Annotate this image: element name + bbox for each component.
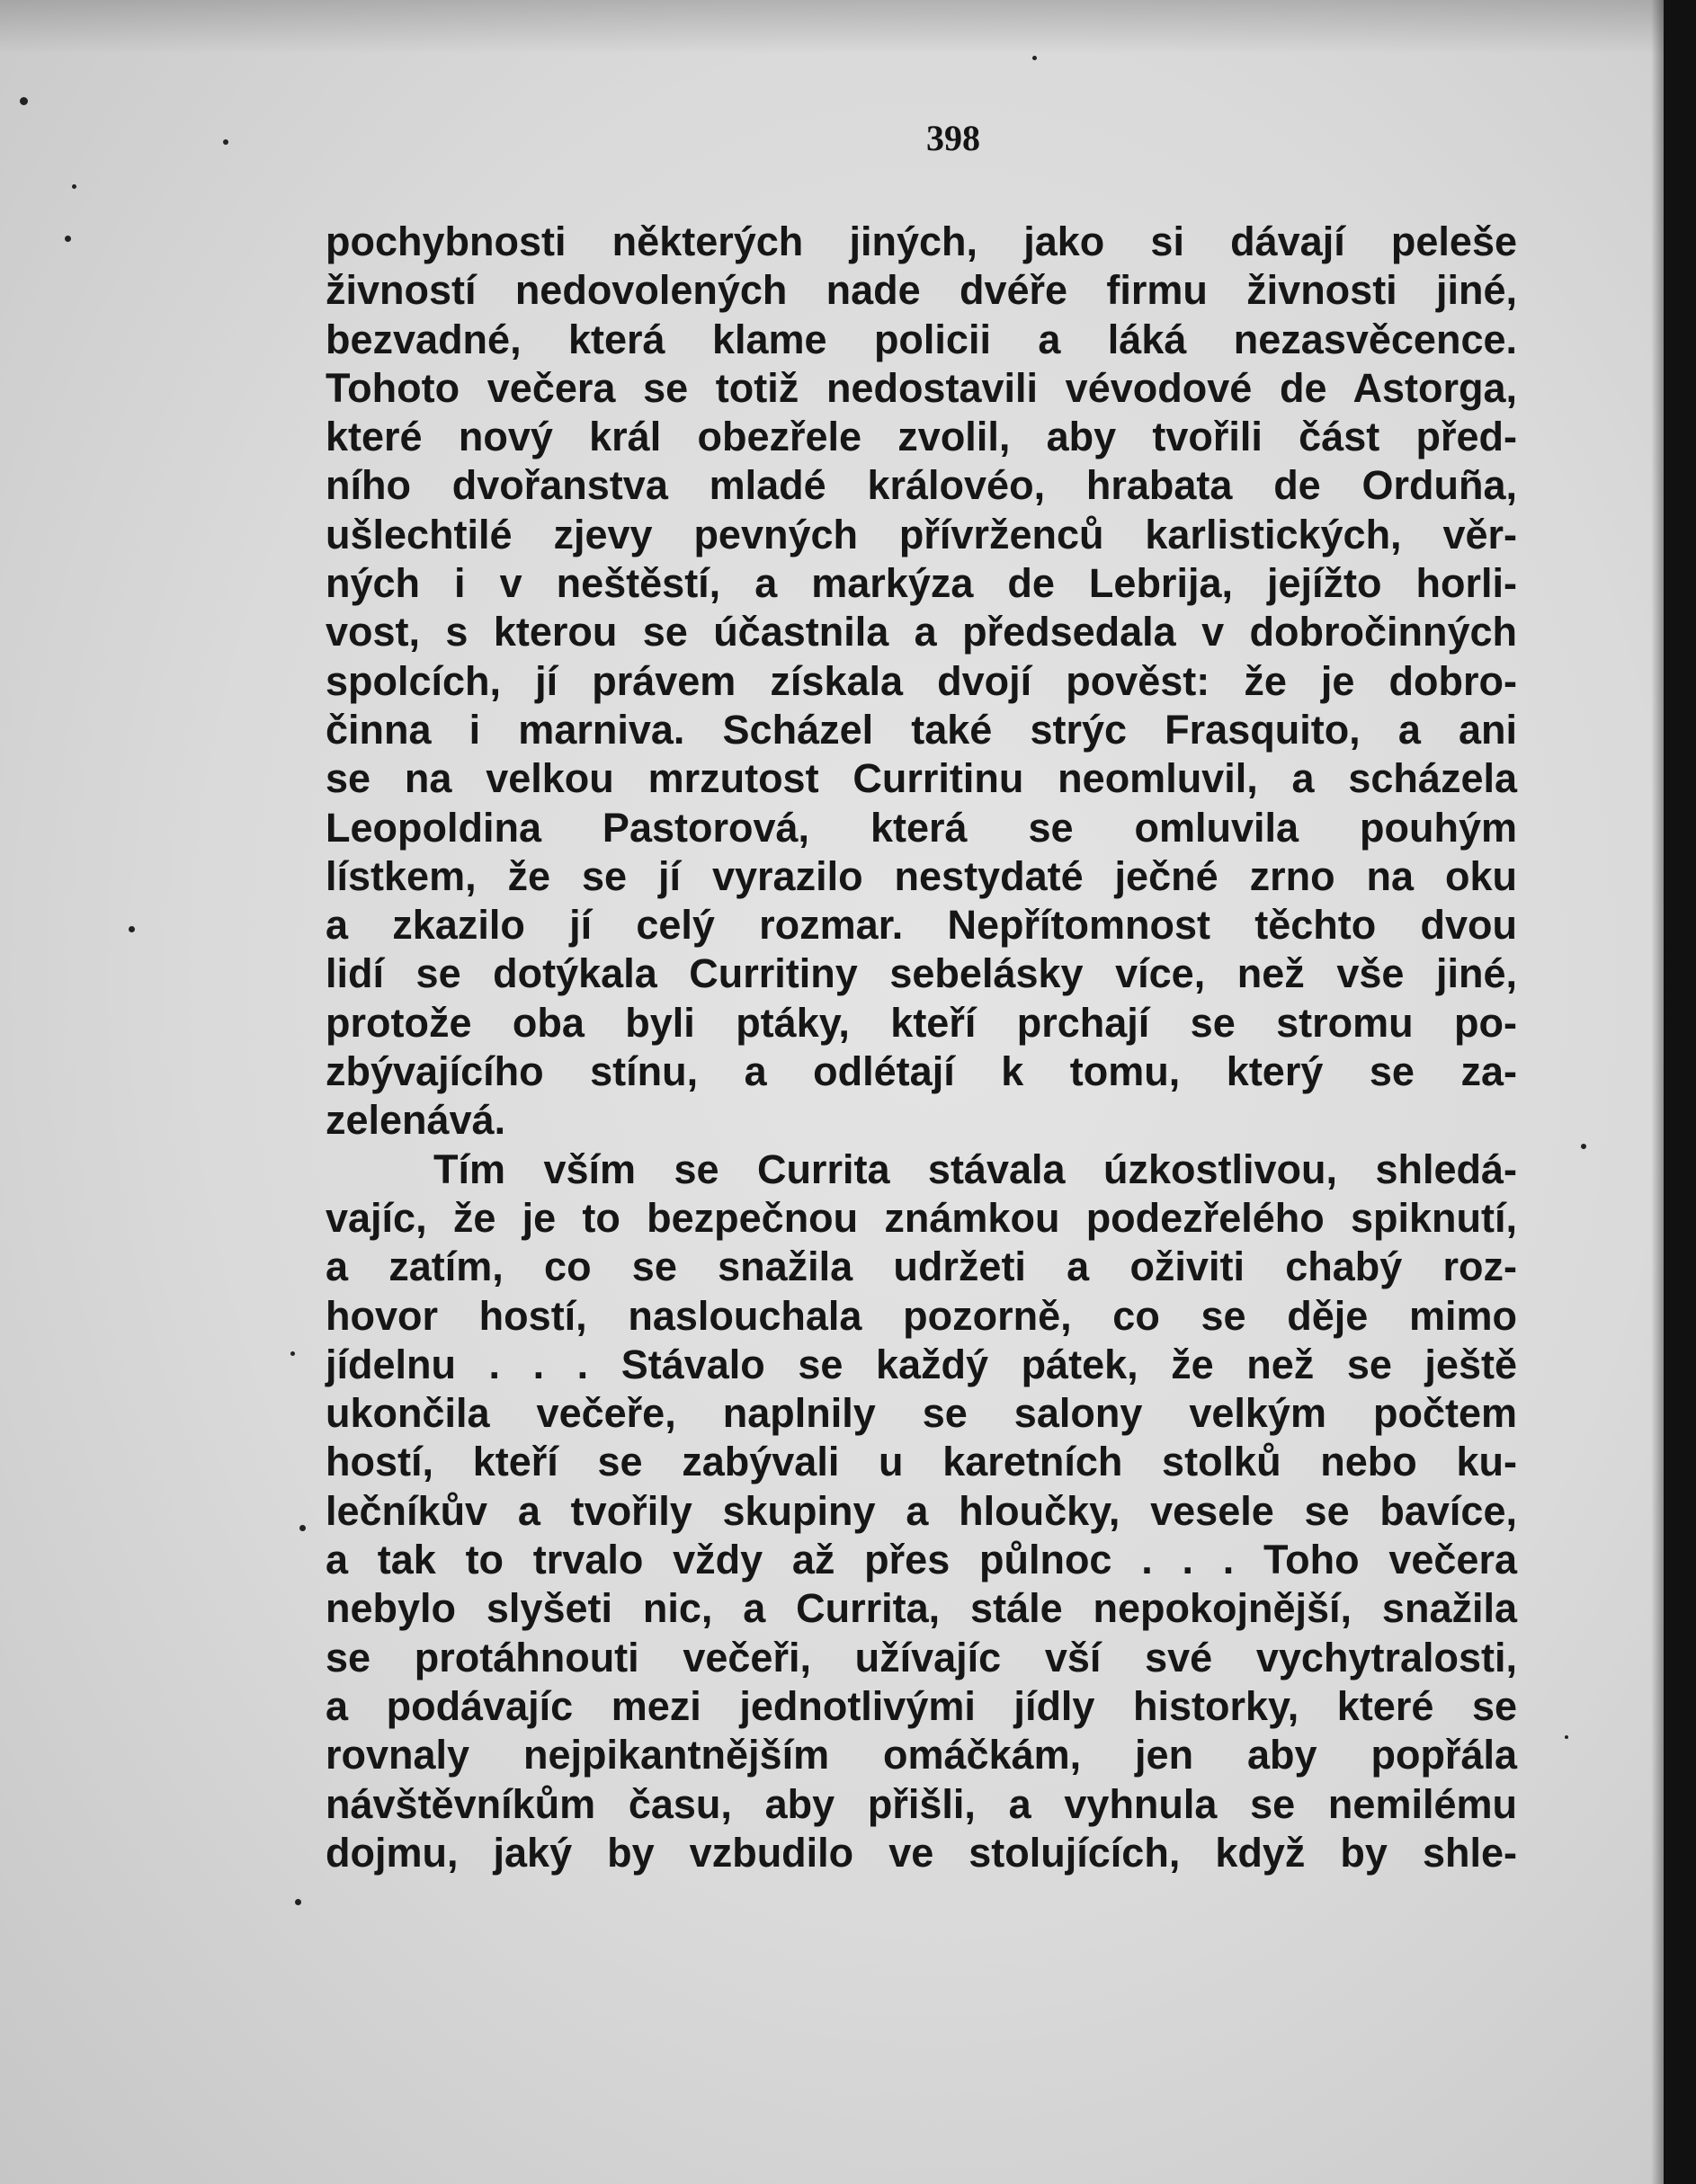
text-line: hostí, kteří se zabývali u karetních stolků nebo ku- xyxy=(326,1439,1517,1485)
dust-speck xyxy=(72,184,76,189)
text-line: a zkazilo jí celý rozmar. Nepřítomnost těchto dvou xyxy=(326,902,1517,949)
text-line: Leopoldina Pastorová, která se omluvila pouhým xyxy=(326,804,1517,851)
body-text xyxy=(326,218,1517,1877)
dust-speck xyxy=(1581,1144,1586,1149)
text-line: nebylo slyšeti nic, a Currita, stále nepokojnější, snažila xyxy=(326,1585,1517,1632)
paragraph-end-line: zelenává. xyxy=(326,1097,506,1144)
text-line: činna i marniva. Scházel také strýc Frasquito, a ani xyxy=(326,706,1517,753)
text-line: spolcích, jí právem získala dvojí pověst: že je dobro- xyxy=(326,657,1517,704)
text-line: a podávajíc mezi jednotlivými jídly historky, které se xyxy=(326,1682,1517,1729)
text-line: a tak to trvalo vždy až přes půlnoc . . . Toho večera xyxy=(326,1537,1517,1583)
text-line: pochybnosti některých jiných, jako si dávají peleše xyxy=(326,218,1517,264)
text-line: se protáhnouti večeři, užívajíc vší své vychytralosti, xyxy=(326,1634,1517,1680)
page-number: 398 xyxy=(926,118,980,158)
text-line: ušlechtilé zjevy pevných přívrženců karlistických, věr- xyxy=(326,511,1517,557)
dust-speck xyxy=(290,1351,295,1356)
text-line: hovor hostí, naslouchala pozorně, co se děje mimo xyxy=(326,1292,1517,1339)
text-line: lidí se dotýkala Curritiny sebelásky více, než vše jiné, xyxy=(326,950,1517,997)
text-line: vost, s kterou se účastnila a předsedala v dobročinných xyxy=(326,609,1517,655)
dust-speck xyxy=(299,1525,306,1531)
binding-shadow xyxy=(1651,0,1664,2184)
text-line: lečníkův a tvořily skupiny a hloučky, vesele se bavíce, xyxy=(326,1487,1517,1534)
text-line: rovnaly nejpikantnějším omáčkám, jen aby popřála xyxy=(326,1732,1517,1778)
text-line: a zatím, co se snažila udržeti a oživiti chabý roz- xyxy=(326,1244,1517,1290)
text-line: živností nedovolených nade dvéře firmu živnosti jiné, xyxy=(326,267,1517,314)
book-binding xyxy=(1664,0,1696,2184)
text-line: které nový král obezřele zvolil, aby tvořili část před- xyxy=(326,414,1517,460)
text-line: jídelnu . . . Stávalo se každý pátek, že než se ještě xyxy=(326,1341,1517,1387)
text-line: dojmu, jaký by vzbudilo ve stolujících, když by shle- xyxy=(326,1829,1517,1876)
text-line: protože oba byli ptáky, kteří prchají se stromu po- xyxy=(326,999,1517,1046)
text-line: bezvadné, která klame policii a láká nezasvěcence. xyxy=(326,316,1517,362)
dust-speck xyxy=(129,926,135,932)
text-line: ných i v neštěstí, a markýza de Lebrija, jejížto horli- xyxy=(326,560,1517,607)
text-line: zbývajícího stínu, a odlétají k tomu, který se za- xyxy=(326,1048,1517,1095)
paragraph-start-line: Tím vším se Currita stávala úzkostlivou, shledá- xyxy=(433,1145,1517,1192)
top-shadow xyxy=(0,0,1664,54)
dust-speck xyxy=(1565,1735,1568,1739)
text-line: ního dvořanstva mladé královéo, hrabata de Orduña, xyxy=(326,462,1517,509)
text-line: se na velkou mrzutost Curritinu neomluvil, a scházela xyxy=(326,755,1517,802)
text-line: vajíc, že je to bezpečnou známkou podezřelého spiknutí, xyxy=(326,1194,1517,1241)
dust-speck xyxy=(295,1899,301,1905)
dust-speck xyxy=(20,97,28,105)
text-line: lístkem, že se jí vyrazilo nestydaté ječné zrno na oku xyxy=(326,852,1517,899)
text-line: Tohoto večera se totiž nedostavili vévodové de Astorga, xyxy=(326,364,1517,411)
text-line: ukončila večeře, naplnily se salony velkým počtem xyxy=(326,1390,1517,1437)
dust-speck xyxy=(1032,56,1037,60)
text-line: návštěvníkům času, aby přišli, a vyhnula se nemilému xyxy=(326,1780,1517,1827)
dust-speck xyxy=(65,236,71,242)
